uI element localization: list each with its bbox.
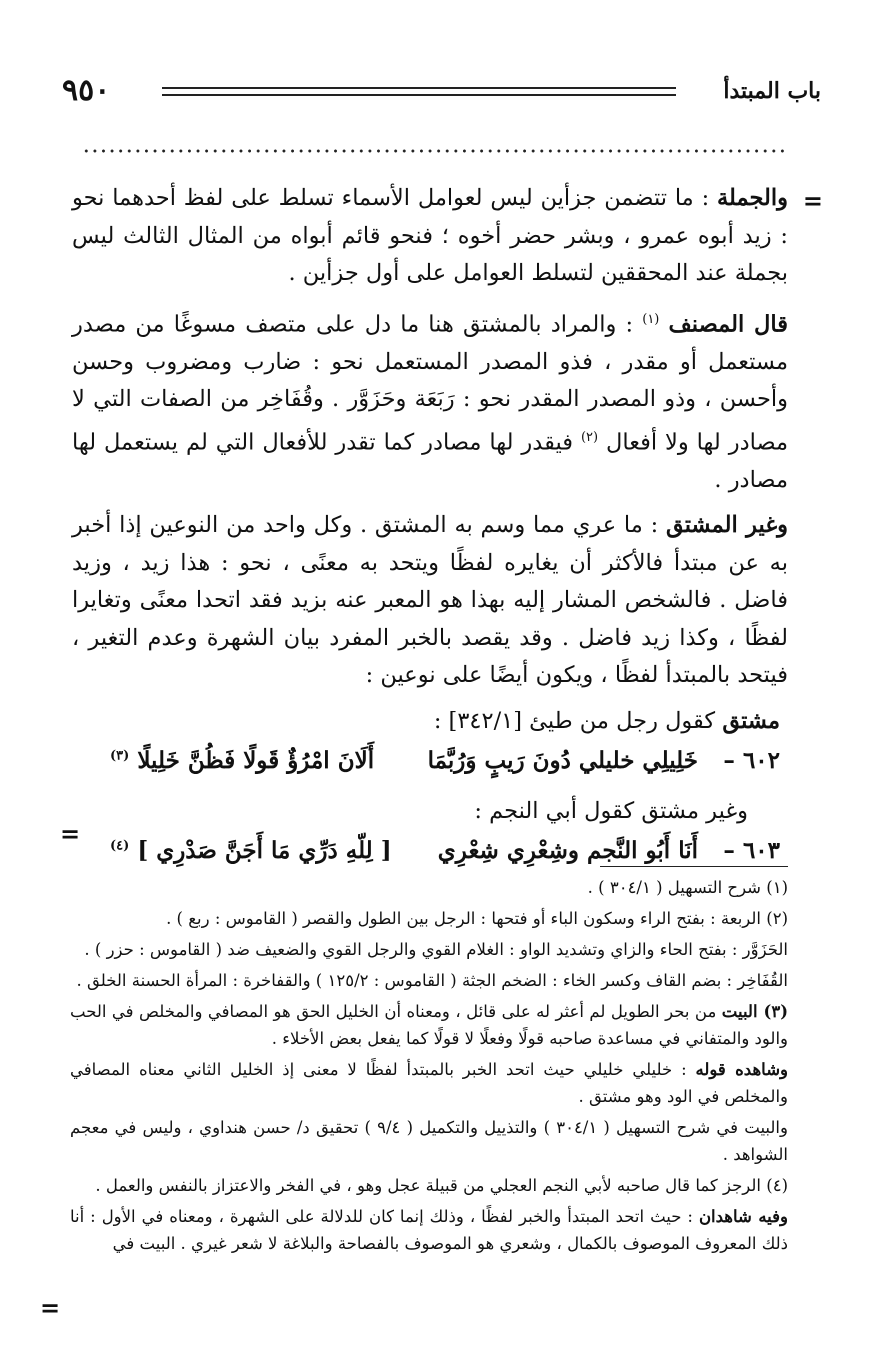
paragraph-text: : ما تتضمن جزأين ليس لعوامل الأسماء تسلط على لفظ أحدهما نحو : زيد أبوه عمرو ، وبشر حضر أخوه ؛ فنحو قائم أبواه من المثال الثالث ليس بجملة عند المحققين لتسلط العوامل على أول جزأين . xyxy=(72,185,788,286)
footnote: الحَزَوَّر : بفتح الحاء والزاي وتشديد الواو : الغلام القوي والرجل القوي والضعيف ضد ( القاموس : حزر ) . xyxy=(84,940,788,959)
verse-number: ٦٠٢ – xyxy=(723,746,780,774)
verse-602 xyxy=(72,745,788,789)
footnote-ref[interactable]: (٣) xyxy=(110,747,130,763)
footnote-separator xyxy=(600,866,788,867)
verse-intro-mushtaq xyxy=(72,703,788,739)
footnote: وفيه شاهدان : حيث اتحد المبتدأ والخبر لفظًا ، وذلك إنما كان للدلالة على الشهرة ، ومعناه في الأول : أنا ذلك المعروف الموصوف بالكمال ، وشعري هو الموصوف بالفصاحة والبلاغة لا شعر غيري . البيت في xyxy=(70,1207,788,1253)
margin-mark-verse: = xyxy=(60,819,81,848)
footnote: القُفَاخِر : بضم القاف وكسر الخاء : الضخم الجثة ( القاموس : ١٢٥/٢ ) والقفاخرة : المرأة الحسنة الخلق . xyxy=(76,971,788,990)
verse-603 xyxy=(72,835,788,879)
margin-mark-top: = xyxy=(802,186,823,215)
footnote: (٣) البيت من بحر الطويل لم أعثر له على قائل ، ومعناه أن الخليل الحق هو المصافي والمخلص في الحب والود والمتفاني في مساعدة صاحبه قولًا وفعلًا لا قولًا كما يفعل بعض الأخلاء . xyxy=(70,1002,788,1048)
paragraph-text: : ما عري مما وسم به المشتق . وكل واحد من النوعين إذا أخبر به عن مبتدأ فالأكثر أن يغايره لفظًا ويتحد به معنًى ، نحو : هذا زيد ، وزيد فاضل . فالشخص المشار إليه بهذا هو المعبر عنه بزيد فقد اتحدا معنًى وتغايرا لفظًا ، وكذا زيد فاضل . وقد يقصد بالخبر المفرد بيان الشهرة وعدم التغير ، فيتحد بالمبتدأ لفظًا ، ويكون أيضًا على نوعين : xyxy=(72,512,788,688)
verse-hemistich-1: خَلِيلِي خليلي دُونَ رَيبٍ وَرُبَّمَا xyxy=(427,746,698,774)
verse-number: ٦٠٣ – xyxy=(723,836,780,864)
footnote: (٢) الربعة : بفتح الراء وسكون الباء أو فتحها : الرجل بين الطول والقصر ( القاموس : ربع ) . xyxy=(166,909,788,928)
verse-hemistich-2: [ لِلّهِ دَرِّي مَا أَجَنَّ صَدْرِي ] $^{(٤)}$ xyxy=(110,836,392,864)
footnote-ref[interactable]: (٤) xyxy=(110,837,130,853)
page-number: ٩٥٠ xyxy=(62,73,111,108)
intro-text: كقول رجل من طيئ [٣٤٢/١] : xyxy=(433,707,723,734)
verse-hemistich-2: أَلَانَ امْرُؤٌ قَولًا فَظُنَّ خَلِيلًا $^{(٣)}$ xyxy=(110,746,375,774)
verse-intro-ghayr-mushtaq xyxy=(72,793,788,829)
page-header xyxy=(62,73,821,110)
paragraph-text: : والمراد بالمشتق هنا ما دل على متصف مسوغًا من مصدر مستعمل أو مقدر ، فذو المصدر المستعمل نحو : ضارب ومضروب وحسن وأحسن ، وذو المصدر المقدر نحو : رَبَعَة وحَزَوَّر . وقُفَاخِر من الصفات التي لا مصادر لها ولا أفعال xyxy=(72,311,789,455)
paragraph-ghayr-mushtaq xyxy=(72,507,788,695)
footnote: والبيت في شرح التسهيل ( ٣٠٤/١ ) والتذييل والتكميل ( ٩/٤ ) تحقيق د/ حسن هنداوي ، وليس في معجم الشواهد . xyxy=(70,1118,788,1164)
footnote: وشاهده قوله : خليلي خليلي حيث اتحد الخبر بالمبتدأ لفظًا لا معنى إذ الخليل الثاني معناه المصافي والمخلص في الود وهو مشتق . xyxy=(70,1060,788,1106)
chapter-title: باب المبتدأ xyxy=(723,78,821,104)
paragraph-text: فيقدر لها مصادر كما تقدر للأفعال التي لم يستعمل لها مصادر . xyxy=(72,429,788,493)
verse-hemistich-1: أَنَا أَبُو النَّجم وشِعْرِي شِعْرِي xyxy=(437,836,698,864)
footnote-ref[interactable]: (٢) xyxy=(580,429,599,445)
intro-text: وغير مشتق كقول أبي النجم : xyxy=(474,797,748,824)
footnote-ref[interactable]: (١) xyxy=(642,311,660,327)
footnote: (٤) الرجز كما قال صاحبه لأبي النجم العجلي من قبيلة عجل وهو ، في الفخر والاعتزاز بالنفس والعمل . xyxy=(95,1176,788,1195)
footnotes xyxy=(70,874,788,1261)
paragraph-jumla xyxy=(72,180,788,293)
term-heading: قال المصنف xyxy=(668,311,789,337)
header-double-rule xyxy=(162,87,676,96)
dotted-separator xyxy=(82,148,784,154)
term-heading: وغير المشتق xyxy=(665,512,788,538)
main-text xyxy=(72,180,788,883)
margin-mark-bottom: = xyxy=(40,1293,61,1322)
term-heading: والجملة xyxy=(716,185,788,211)
paragraph-musannif xyxy=(72,301,788,500)
term-heading: مشتق xyxy=(722,707,780,734)
footnote: (١) شرح التسهيل ( ٣٠٤/١ ) . xyxy=(587,878,788,897)
